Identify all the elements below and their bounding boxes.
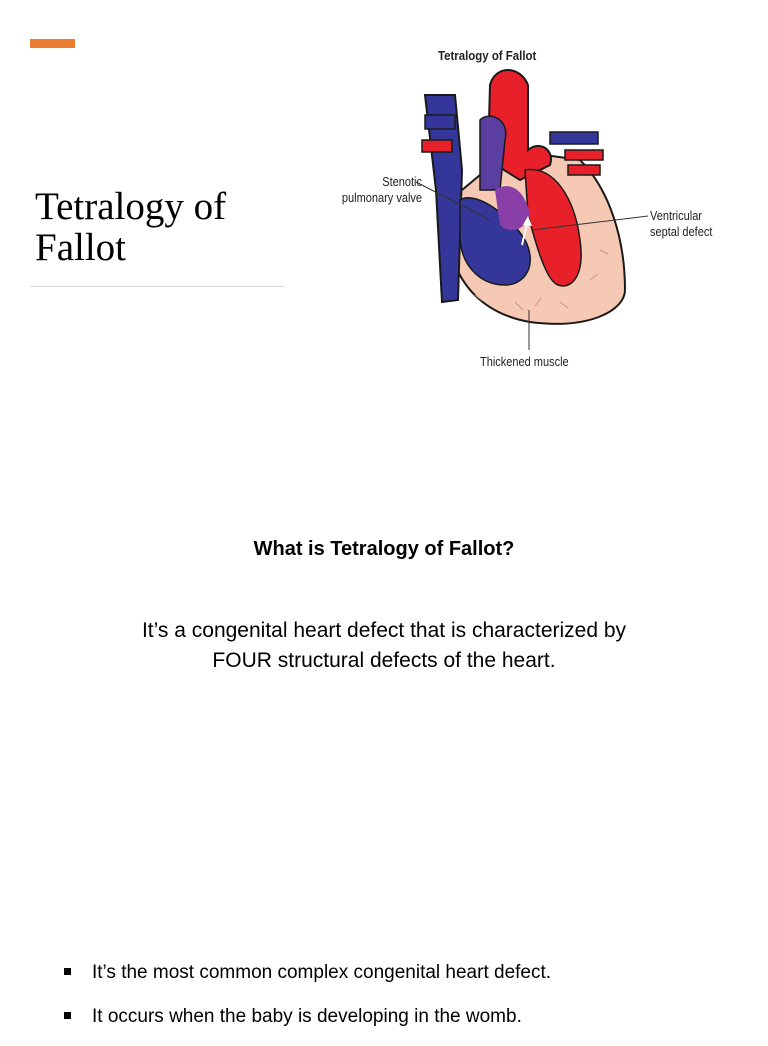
pulmonary-vein-left	[425, 115, 455, 129]
bullet-square-icon	[64, 968, 71, 975]
bullet-text: It’s the most common complex congenital heart defect.	[92, 962, 552, 983]
pulmonary-artery-branch	[550, 132, 598, 144]
label-ventricular-septal-defect	[650, 208, 712, 240]
answer-line-1: It’s a congenital heart defect that is characterized by	[141, 619, 627, 642]
heart-diagram	[310, 40, 740, 380]
answer-line-2: FOUR structural defects of the heart.	[212, 649, 556, 672]
label-vsd-line2: septal defect	[650, 225, 713, 239]
bullet-square-icon	[64, 1012, 71, 1019]
list-item	[60, 1002, 760, 1046]
pulmonary-vein-right	[565, 150, 603, 160]
pulmonary-vein-left-2	[422, 140, 452, 152]
label-stenotic-line1: Stenotic	[382, 175, 422, 189]
label-stenotic-line2: pulmonary valve	[341, 191, 422, 205]
pulmonary-vein-right-2	[568, 165, 600, 175]
label-vsd-line1: Ventricular	[650, 209, 702, 223]
list-item	[60, 958, 760, 1002]
label-thickened-muscle: Thickened muscle	[480, 355, 569, 369]
slide-title: Tetralogy of Fallot	[35, 185, 227, 269]
bullet-text: It occurs when the baby is developing in the womb.	[92, 1006, 522, 1027]
bullet-list	[60, 958, 760, 1046]
title-divider	[30, 286, 284, 287]
section-question: What is Tetralogy of Fallot?	[253, 538, 515, 560]
accent-bar	[30, 39, 75, 48]
figure-title: Tetralogy of Fallot	[438, 48, 537, 63]
label-stenotic-pulmonary-valve	[334, 174, 422, 206]
section-answer	[84, 616, 684, 676]
